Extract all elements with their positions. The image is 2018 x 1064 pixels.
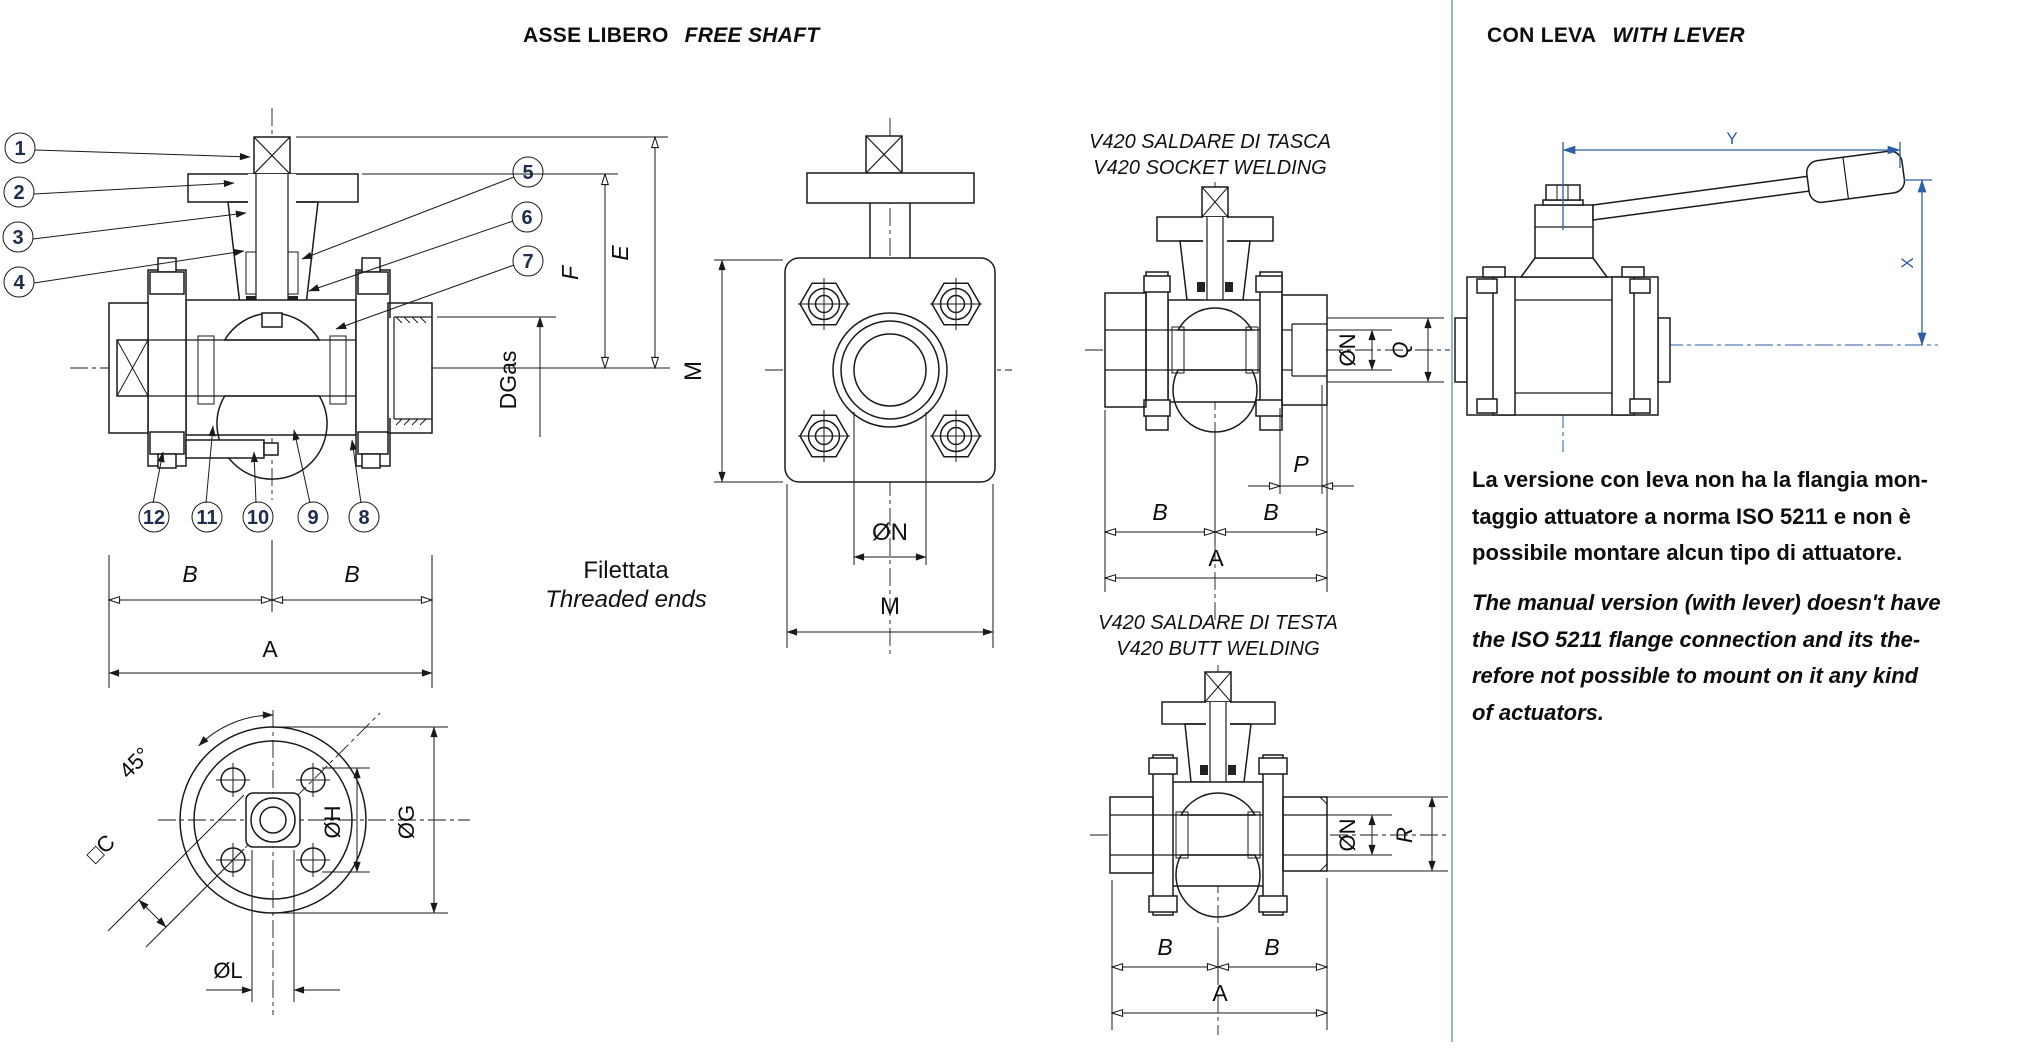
socket-title-en: V420 SOCKET WELDING (1093, 157, 1327, 179)
flange-dim-angle: 45° (114, 742, 156, 784)
header-free-shaft-it: ASSE LIBERO (523, 24, 669, 47)
dim-e: E (607, 245, 633, 261)
socket-view (1085, 131, 1450, 620)
butt-dim-b1: B (1157, 934, 1173, 960)
butt-dim-b2: B (1264, 934, 1280, 960)
callout-12-label: 12 (142, 507, 166, 529)
callout-1-label: 1 (14, 138, 26, 160)
butt-title-it: V420 SALDARE DI TESTA (1098, 612, 1338, 634)
callout-6 (512, 202, 542, 232)
flange-dim-c: □C (81, 829, 120, 868)
callout-11-label: 11 (196, 507, 218, 529)
note-italian-line1: La versione con leva non ha la flangia mon- (1472, 467, 1928, 492)
callout-2 (4, 177, 34, 207)
butt-dim-r: R (1392, 827, 1417, 843)
butt-title-en: V420 BUTT WELDING (1116, 638, 1320, 660)
dim-m-bottom: M (880, 593, 900, 620)
callout-2-label: 2 (13, 182, 25, 204)
socket-title-it: V420 SALDARE DI TASCA (1089, 131, 1331, 153)
dim-b-left: B (182, 561, 198, 587)
callout-8-label: 8 (358, 507, 370, 529)
header-free-shaft-en: FREE SHAFT (684, 24, 820, 47)
flange-view (82, 710, 470, 1015)
butt-dim-n: ØN (1335, 818, 1360, 852)
note-english (1472, 585, 2012, 731)
lever-grip (1805, 150, 1906, 204)
note-english-line2: the ISO 5211 flange connection and its the- (1472, 626, 1921, 652)
callout-7-label: 7 (522, 251, 534, 273)
callout-8 (349, 502, 379, 532)
flange-dim-g: ØG (394, 804, 419, 840)
callout-1 (5, 133, 35, 163)
butt-view (1090, 612, 1450, 1035)
dim-a: A (262, 636, 278, 662)
callout-3-label: 3 (12, 227, 24, 249)
dim-dgas: DGas (495, 350, 521, 410)
callout-11 (192, 502, 222, 532)
lever-dim-x: X (1898, 257, 1917, 269)
header-with-lever-it: CON LEVA (1487, 24, 1597, 47)
callout-7 (513, 246, 543, 276)
callout-6-label: 6 (521, 207, 533, 229)
socket-dim-n: ØN (1335, 333, 1360, 367)
lever-dim-y: Y (1726, 129, 1738, 148)
callout-12 (139, 502, 169, 532)
note-english-line4: of actuators. (1472, 699, 1605, 725)
flange-dim-l: ØL (213, 958, 243, 983)
dim-m-side: M (680, 361, 707, 381)
callout-5-label: 5 (522, 162, 534, 184)
note-italian (1472, 462, 2012, 572)
note-english-line3: refore not possible to mount on it any kind (1472, 663, 1919, 688)
callout-3 (3, 222, 33, 252)
front-view (680, 118, 1012, 655)
butt-dim-a: A (1212, 980, 1228, 1006)
callout-4-label: 4 (13, 272, 25, 294)
socket-dim-b2: B (1263, 499, 1279, 525)
lever-view (1455, 129, 1938, 452)
callout-10-label: 10 (246, 507, 270, 529)
callout-10 (243, 502, 273, 532)
socket-dim-q: Q (1388, 341, 1413, 359)
note-italian-line3: possibile montare alcun tipo di attuatore. (1472, 540, 1903, 565)
socket-dim-b1: B (1152, 499, 1168, 525)
header-with-lever-en: WITH LEVER (1612, 24, 1745, 47)
caption-filettata: Filettata (583, 557, 669, 584)
section-view (70, 108, 480, 500)
callout-5 (513, 157, 543, 187)
dim-f: F (557, 265, 583, 281)
flange-dim-h: ØH (320, 805, 345, 839)
lever-arm (1593, 176, 1810, 220)
note-english-line1: The manual version (with lever) doesn't have (1472, 590, 1941, 615)
callout-9 (298, 502, 328, 532)
socket-dim-a: A (1208, 545, 1224, 571)
socket-dim-p: P (1293, 451, 1309, 477)
dim-b-right: B (344, 561, 360, 587)
callout-4 (4, 267, 34, 297)
caption-threaded-ends: Threaded ends (545, 586, 707, 613)
note-italian-line2: taggio attuatore a norma ISO 5211 e non è (1472, 503, 1911, 529)
callout-9-label: 9 (307, 507, 319, 529)
dim-n-front: ØN (872, 519, 908, 546)
